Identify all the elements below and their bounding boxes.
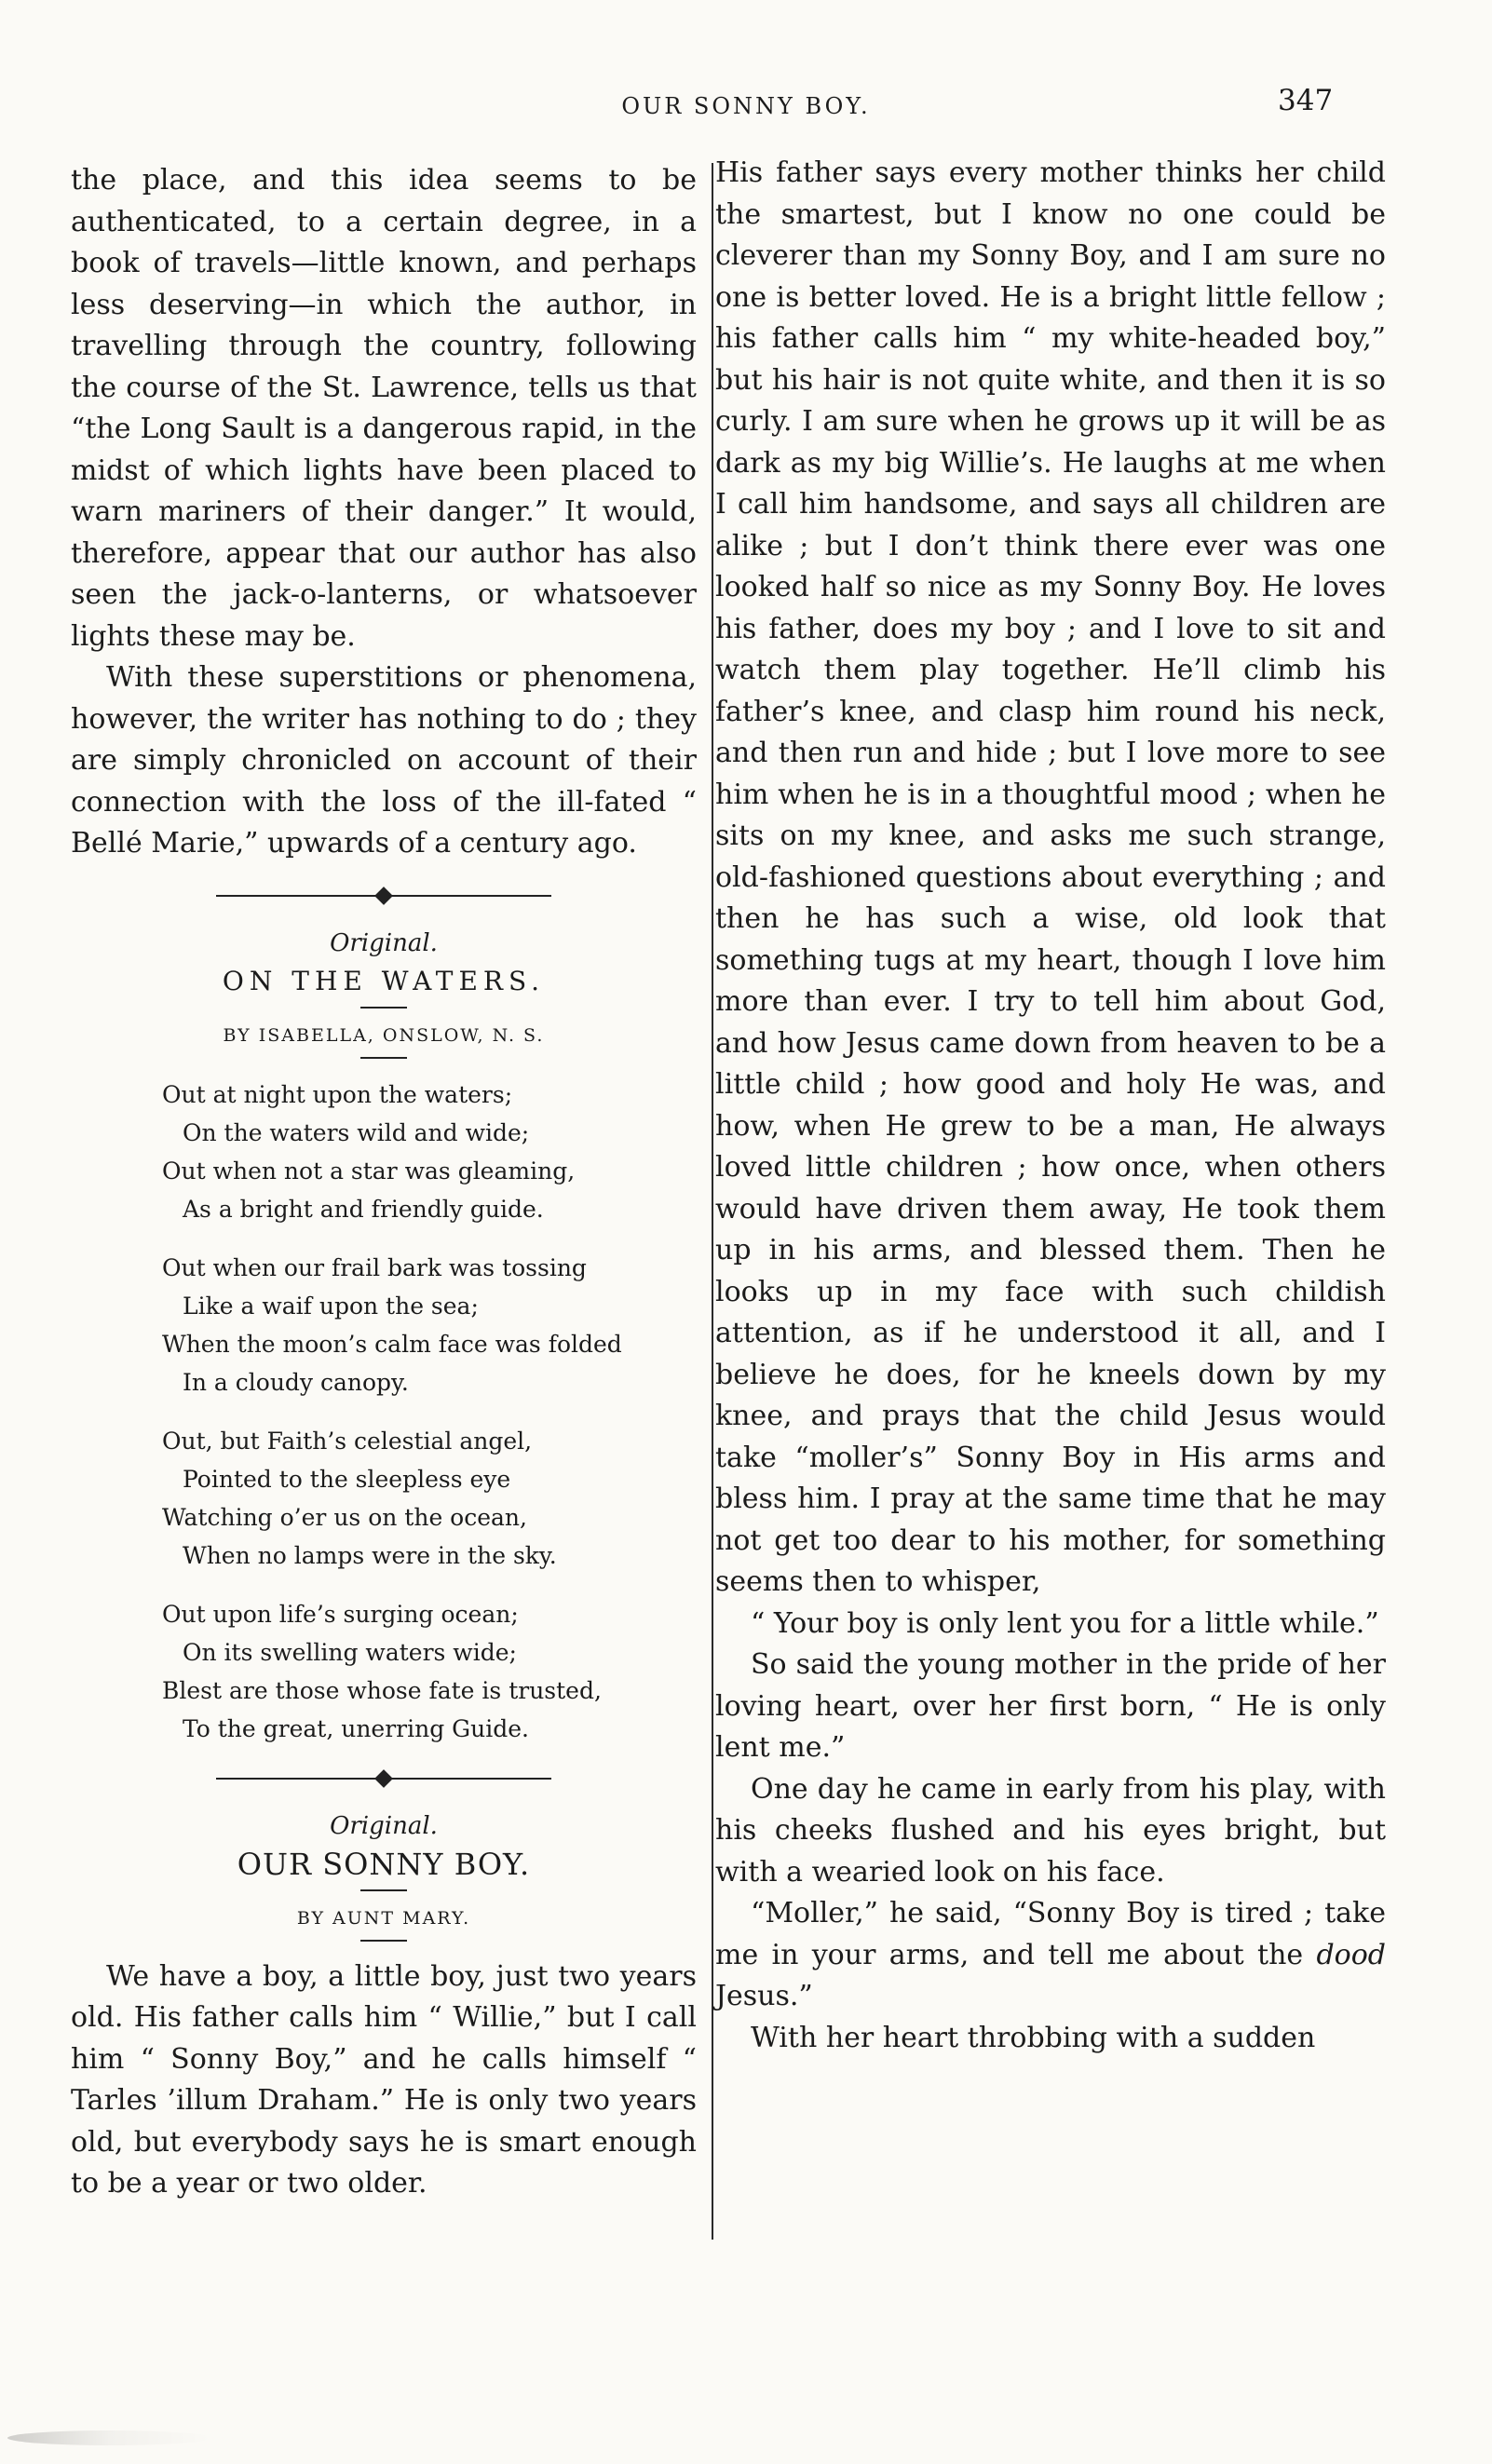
poem-byline: BY ISABELLA, ONSLOW, N. S. bbox=[223, 1024, 545, 1046]
poem-stanza bbox=[162, 1595, 697, 1748]
poem-original-label: Original. bbox=[330, 928, 438, 957]
paragraph-lent: “ Your boy is only lent you for a little while.” bbox=[751, 1606, 1379, 1640]
byline-rule bbox=[360, 1057, 407, 1059]
section-ornament bbox=[216, 889, 551, 902]
story-original-label: Original. bbox=[330, 1811, 438, 1840]
paper-smudge bbox=[7, 2430, 212, 2445]
poem-line: To the great, unerring Guide. bbox=[183, 1714, 529, 1742]
poem-line: Out at night upon the waters; bbox=[162, 1080, 513, 1108]
poem-stanza bbox=[162, 1076, 697, 1228]
poem-line: In a cloudy canopy. bbox=[183, 1368, 409, 1396]
section-ornament bbox=[216, 1772, 551, 1785]
poem-line: Like a waif upon the sea; bbox=[183, 1292, 479, 1320]
paragraph-young-mother: So said the young mother in the pride of her loving heart, over her first born, “ He is only lent me.” bbox=[715, 1648, 1386, 1764]
poem-line: When the moon’s calm face was folded bbox=[162, 1330, 622, 1358]
poem-line: Blest are those whose fate is trusted, bbox=[162, 1676, 602, 1704]
left-column bbox=[71, 160, 697, 2205]
title-rule bbox=[360, 1889, 407, 1891]
poem-stanza bbox=[162, 1249, 697, 1401]
poem-line: Pointed to the sleepless eye bbox=[183, 1465, 511, 1493]
page-number: 347 bbox=[1278, 84, 1334, 117]
paragraph-text: Jesus.” bbox=[715, 1980, 813, 2012]
paragraph-moller bbox=[715, 1893, 1386, 2018]
poem-line: When no lamps were in the sky. bbox=[183, 1541, 557, 1569]
title-rule bbox=[360, 1007, 407, 1009]
paragraph-came-in-early: One day he came in early from his play, with his cheeks flushed and his eyes bright, but with a wearied look on his face. bbox=[715, 1772, 1386, 1889]
poem-line: Out when not a star was gleaming, bbox=[162, 1157, 576, 1185]
poem-line: Out, but Faith’s celestial angel, bbox=[162, 1427, 533, 1455]
poem-line: On its swelling waters wide; bbox=[183, 1638, 517, 1666]
column-rule bbox=[712, 163, 713, 2240]
right-column bbox=[715, 153, 1386, 2059]
paragraph-heart-throbbing: With her heart throbbing with a sudden bbox=[751, 2021, 1316, 2054]
paragraph-superstitions: With these superstitions or phenomena, however, the writer has nothing to do ; they are simply chronicled on account of their connection with the loss of the ill-fated “ Bellé Marie,” upwards of a century ago. bbox=[71, 661, 697, 860]
poem-title: ON THE WATERS. bbox=[222, 965, 546, 996]
italic-word: dood bbox=[1316, 1938, 1386, 1971]
poem-line: On the waters wild and wide; bbox=[183, 1118, 530, 1146]
story-title: OUR SONNY BOY. bbox=[237, 1846, 531, 1882]
poem-stanza bbox=[162, 1422, 697, 1575]
poem-line: As a bright and friendly guide. bbox=[183, 1195, 544, 1223]
running-head: OUR SONNY BOY. bbox=[621, 93, 871, 119]
byline-rule bbox=[360, 1940, 407, 1942]
story-opening-paragraph: We have a boy, a little boy, just two years old. His father calls him “ Willie,” but I call him “ Sonny Boy,” and he calls himself “ Tarles ’illum Draham.” He is only two years old, but everybody says he is smart enough to be a year or two older. bbox=[71, 1959, 697, 2200]
paragraph-text: “Moller,” he said, “Sonny Boy is tired ; take me in your arms, and tell me about the bbox=[715, 1897, 1386, 1971]
paragraph-long-sault: the place, and this idea seems to be authenticated, to a certain degree, in a book of travels—little known, and perhaps less deserving—in which the author, in travelling through the country, following the course of the St. Lawrence, tells us that “the Long Sault is a dangerous rapid, in the midst of which lights have been placed to warn mariners of their danger.” It would, therefore, appear that our author has also seen the jack-o-lanterns, or whatsoever lights these may be. bbox=[71, 164, 697, 653]
poem-line: Out upon life’s surging ocean; bbox=[162, 1600, 519, 1628]
poem-line: Watching o’er us on the ocean, bbox=[162, 1503, 527, 1531]
paragraph-sonny-boy: His father says every mother thinks her child the smartest, but I know no one could be cleverer than my Sonny Boy, and I am sure no one is better loved. He is a bright little fellow ; his father calls him “ my white-headed boy,” but his hair is not quite white, and then it is so curly. I am sure when he grows up it will be as dark as my big Willie’s. He laughs at me when I call him handsome, and says all children are alike ; but I don’t think there ever was one looked half so nice as my Sonny Boy. He loves his father, does my boy ; and I love to sit and watch them play together. He’ll climb his father’s knee, and clasp him round his neck, and then run and hide ; but I love more to see him when he is in a thoughtful mood ; when he sits on my knee, and asks me such strange, old-fashioned questions about everything ; and then he has such a wise, old look that something tugs at my heart, though I love him more than ever. I try to tell him about God, and how Jesus came down from heaven to be a little child ; how good and holy He was, and how, when He grew to be a man, He always loved little children ; how once, when others would have driven them away, He took them up in his arms, and blessed them. Then he looks up in my face with such childish attention, as if he understood it all, and I believe he does, for he kneels down by my knee, and prays that the child Jesus would take “moller’s” Sonny Boy in His arms and bless him. I pray at the same time that he may not get too dear to his mother, for something seems then to whisper, bbox=[715, 156, 1386, 1598]
poem-line: Out when our frail bark was tossing bbox=[162, 1253, 587, 1281]
story-byline: BY AUNT MARY. bbox=[296, 1907, 471, 1929]
